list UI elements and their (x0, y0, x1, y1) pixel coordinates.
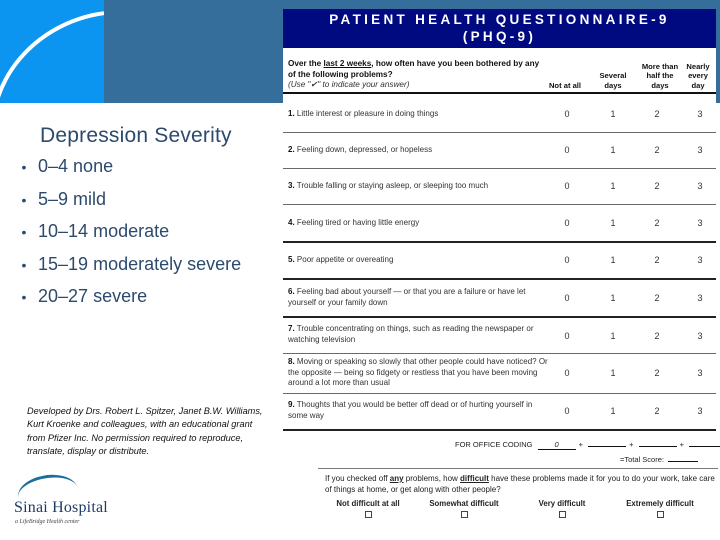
score-option[interactable]: 0 (564, 293, 570, 303)
score-option[interactable]: 1 (610, 109, 616, 119)
question-row (283, 280, 716, 318)
question-row (283, 243, 716, 280)
instruction-post: , how often have you been bothered by any of the following problems? (288, 59, 540, 79)
checkbox-icon[interactable] (559, 511, 566, 518)
score-option[interactable]: 0 (564, 181, 570, 191)
score-option[interactable]: 2 (654, 218, 660, 228)
score-option[interactable]: 3 (697, 368, 703, 378)
score-option[interactable]: 3 (697, 406, 703, 416)
phq-question-list (283, 96, 716, 431)
plus-sign: + (629, 440, 634, 449)
score-option[interactable]: 3 (697, 218, 703, 228)
phq-title-line2: (PHQ-9) (462, 29, 537, 44)
difficulty-option-label: Not difficult at all (336, 499, 400, 508)
difficulty-option-label: Somewhat difficult (429, 499, 499, 508)
logo-name: Sinai Hospital (14, 499, 108, 516)
office-coding (455, 440, 720, 450)
severity-item (15, 254, 241, 287)
difficulty-text: problems, how (403, 474, 461, 483)
question-row (283, 205, 716, 243)
difficulty-word: difficult (460, 474, 489, 483)
difficulty-text: If you checked off (325, 474, 390, 483)
score-option[interactable]: 2 (654, 406, 660, 416)
phq-instruction (288, 59, 548, 91)
severity-item (15, 189, 241, 222)
score-option[interactable]: 3 (697, 145, 703, 155)
score-option[interactable]: 2 (654, 255, 660, 265)
column-several-days: Several days (599, 71, 627, 90)
phq-title-line1: PATIENT HEALTH QUESTIONNAIRE-9 (329, 12, 670, 27)
plus-sign: + (679, 440, 684, 449)
coding-field[interactable] (689, 446, 720, 447)
header-accent (0, 0, 104, 103)
score-option[interactable]: 0 (564, 218, 570, 228)
severity-item (15, 156, 241, 189)
question-text: 6. Feeling bad about yourself — or that you are a failure or have let yourself or your family down (288, 287, 526, 307)
question-text: 9. Thoughts that you would be better off dead or of hurting yourself in some way (288, 400, 533, 420)
score-option[interactable]: 1 (610, 218, 616, 228)
score-option[interactable]: 1 (610, 255, 616, 265)
divider (318, 468, 718, 469)
instruction-pre: Over the (288, 59, 324, 68)
severity-item-label: 5–9 mild (38, 188, 107, 209)
score-option[interactable]: 0 (564, 331, 570, 341)
bullet-icon: • (21, 224, 27, 240)
score-option[interactable]: 3 (697, 181, 703, 191)
question-row (283, 96, 716, 133)
total-score (620, 455, 698, 464)
total-score-field[interactable] (668, 461, 698, 462)
phq-title (283, 9, 716, 48)
score-option[interactable]: 1 (610, 368, 616, 378)
score-option[interactable]: 1 (610, 181, 616, 191)
difficulty-option-very[interactable] (527, 499, 597, 520)
score-option[interactable]: 2 (654, 368, 660, 378)
bullet-icon: • (21, 159, 27, 175)
difficulty-question (325, 473, 720, 495)
coding-field[interactable] (639, 446, 677, 447)
bullet-icon: • (21, 289, 27, 305)
score-option[interactable]: 0 (564, 406, 570, 416)
question-text: 4. Feeling tired or having little energy (288, 218, 420, 227)
question-text: 8. Moving or speaking so slowly that other people could have noticed? Or the opposite — being so fidgety or restless that you have been moving around a lot more than usual (288, 357, 548, 388)
plus-sign: + (578, 440, 583, 449)
score-option[interactable]: 3 (697, 109, 703, 119)
severity-item-label: 0–4 none (38, 156, 114, 176)
score-option[interactable]: 2 (654, 293, 660, 303)
question-row (283, 169, 716, 205)
coding-field[interactable]: 0 (538, 440, 576, 450)
severity-item-label: 15–19 moderately severe (38, 253, 242, 274)
difficulty-option-not-difficult[interactable] (333, 499, 403, 520)
severity-item (15, 286, 241, 319)
question-row (283, 318, 716, 354)
score-option[interactable]: 2 (654, 145, 660, 155)
bullet-icon: • (21, 191, 27, 208)
arc-decoration (0, 0, 104, 103)
severity-title: Depression Severity (40, 124, 232, 147)
difficulty-text: have these problems made it for you to do your work, take care of things at home, or get along with other people? (325, 474, 715, 494)
question-row (283, 354, 716, 394)
score-option[interactable]: 1 (610, 331, 616, 341)
column-more-than-half: More than half the days (641, 61, 679, 90)
score-option[interactable]: 1 (610, 293, 616, 303)
question-text: 5. Poor appetite or overeating (288, 255, 394, 264)
phq-column-header (283, 48, 716, 94)
score-option[interactable]: 3 (697, 331, 703, 341)
total-score-label: =Total Score: (620, 455, 664, 464)
difficulty-option-somewhat[interactable] (429, 499, 499, 520)
score-option[interactable]: 2 (654, 109, 660, 119)
checkbox-icon[interactable] (657, 511, 664, 518)
question-text: 1. Little interest or pleasure in doing things (288, 109, 439, 118)
difficulty-option-label: Very difficult (538, 499, 586, 508)
column-not-at-all: Not at all (548, 80, 582, 90)
score-option[interactable]: 0 (564, 109, 570, 119)
severity-panel (21, 124, 242, 319)
score-option[interactable]: 2 (654, 181, 660, 191)
bullet-icon: • (21, 256, 27, 273)
difficulty-any: any (389, 474, 404, 483)
score-option[interactable]: 0 (564, 368, 570, 378)
instruction-underlined: last 2 weeks (323, 59, 372, 68)
checkbox-icon[interactable] (365, 511, 372, 518)
score-option[interactable]: 1 (610, 406, 616, 416)
score-option[interactable]: 2 (654, 331, 660, 341)
question-text: 2. Feeling down, depressed, or hopeless (288, 145, 433, 154)
score-option[interactable]: 3 (697, 293, 703, 303)
checkbox-icon[interactable] (461, 511, 468, 518)
severity-item-label: 20–27 severe (38, 286, 148, 306)
question-text: 7. Trouble concentrating on things, such as reading the newspaper or watching television (288, 324, 534, 344)
severity-item-label: 10–14 moderate (38, 221, 170, 241)
office-coding-label: FOR OFFICE CODING (455, 440, 533, 449)
difficulty-option-label: Extremely difficult (626, 499, 694, 508)
severity-item (15, 221, 241, 254)
sinai-hospital-logo (14, 475, 134, 525)
column-nearly-every-day: Nearly every day (686, 61, 710, 90)
score-option[interactable]: 3 (697, 255, 703, 265)
score-option[interactable]: 1 (610, 145, 616, 155)
question-row (283, 133, 716, 169)
difficulty-option-extremely[interactable] (625, 499, 695, 520)
score-option[interactable]: 0 (564, 145, 570, 155)
score-option[interactable]: 0 (564, 255, 570, 265)
logo-tagline: a LifeBridge Health center (15, 519, 80, 525)
instruction-hint: (Use "✔" to indicate your answer) (288, 80, 410, 89)
credit-text: Developed by Drs. Robert L. Spitzer, Janet B.W. Williams, Kurt Kroenke and colleagues, with an educational grant from Pfizer Inc. No permission required to reproduce, translate, display or distribute. (27, 406, 263, 456)
coding-field[interactable] (588, 446, 626, 447)
severity-list (15, 156, 241, 319)
question-text: 3. Trouble falling or staying asleep, or sleeping too much (288, 181, 489, 190)
question-row (283, 394, 716, 431)
